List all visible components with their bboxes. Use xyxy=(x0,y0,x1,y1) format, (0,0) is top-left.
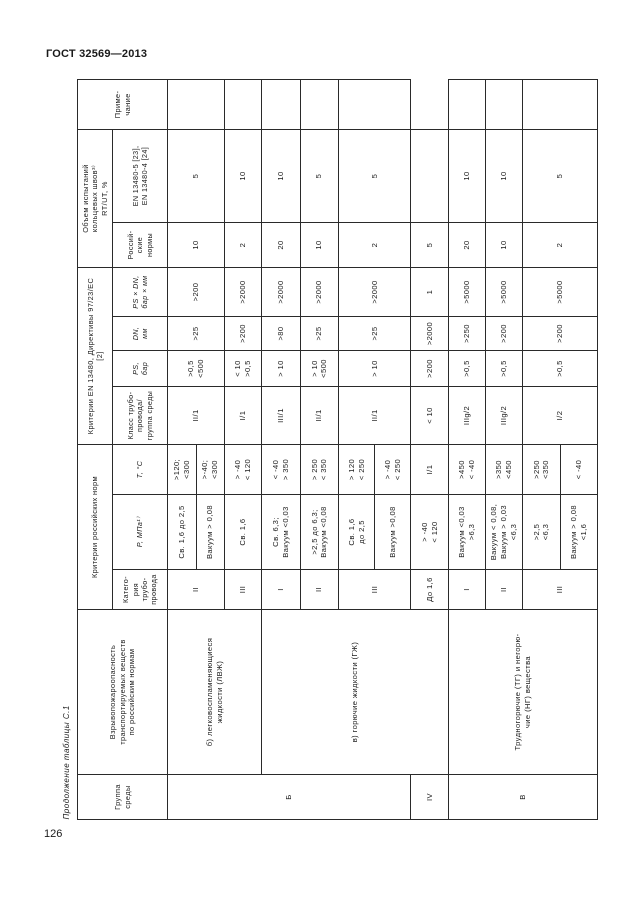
row-7-en: 5 xyxy=(411,223,448,268)
row-0-psdn: >200 xyxy=(168,268,225,317)
row-7-russian: 1 xyxy=(411,268,448,317)
rotated-table-container xyxy=(58,80,598,820)
row-10-class: I/2 xyxy=(523,387,598,445)
row-0-pressure: Св. 1,6 до 2,5 xyxy=(168,495,197,570)
row-10-en: 5 xyxy=(523,130,598,223)
row-10-dn: >200 xyxy=(523,317,598,351)
row-2-note xyxy=(225,79,262,129)
row-5-category: III xyxy=(339,570,411,610)
row-10-psdn: >5000 xyxy=(523,268,598,317)
row-4-note xyxy=(300,79,338,129)
row-6-temperature: > -40 < 250 xyxy=(375,445,411,495)
row-2-category: III xyxy=(225,570,262,610)
row-2-pressure: Св. 1,6 xyxy=(225,495,262,570)
header-category: Катего- рия трубо- провода xyxy=(113,570,168,610)
row-11-pressure: Вакуум > 0,08 <1,6 xyxy=(560,495,597,570)
row-6-pressure: Вакуум >0,08 xyxy=(375,495,411,570)
header-pressure: P, МПа¹⁾ xyxy=(113,495,168,570)
row-1-temperature: >-40; <300 xyxy=(196,445,225,495)
row-3-psdn: >2000 xyxy=(262,268,300,317)
header-class: Класс трубо- провода/ группа среды xyxy=(113,387,168,445)
header-en-criteria: Критерии EN 13480, Директивы 97/23/EC [2] xyxy=(78,268,113,445)
row-9-temperature: >350 <450 xyxy=(486,445,523,495)
row-5-psdn: >2000 xyxy=(339,268,411,317)
row-3-note xyxy=(262,79,300,129)
row-4-psdn: >2000 xyxy=(300,268,338,317)
header-temperature: T, °C xyxy=(113,445,168,495)
header-volume: Объем испытаний кольцевых швов³⁾ RT/UT, % xyxy=(78,130,113,268)
row-5-dn: >25 xyxy=(339,317,411,351)
row-7-ps: < 10 xyxy=(411,387,448,445)
row-7-category: IV xyxy=(411,775,448,820)
header-note: Приме- чание xyxy=(78,79,168,129)
row-5-note xyxy=(339,79,411,129)
row-2-russian: 2 xyxy=(225,223,262,268)
header-rus-criteria: Критерии российских норм xyxy=(78,445,113,610)
row-4-pressure: >2,5 до 6,3; Вакуум <0,08 xyxy=(300,495,338,570)
document-standard: ГОСТ 32569—2013 xyxy=(46,48,148,60)
row-3-russian: 20 xyxy=(262,223,300,268)
page-number: 126 xyxy=(44,828,63,840)
row-9-en: 10 xyxy=(486,130,523,223)
row-0-temperature: >120; <300 xyxy=(168,445,197,495)
header-russian-norms: Россий- ские нормы xyxy=(113,223,168,268)
row-3-category: I xyxy=(262,570,300,610)
row-0-class: II/1 xyxy=(168,387,225,445)
row-8-psdn: >5000 xyxy=(448,268,485,317)
row-8-category: I xyxy=(448,570,485,610)
row-7-class: I/1 xyxy=(411,445,448,495)
row-9-note xyxy=(486,79,523,129)
row-8-ps: >0,5 xyxy=(448,351,485,387)
row-0-ps: >0,5 <500 xyxy=(168,351,225,387)
row-10-russian: 2 xyxy=(523,223,598,268)
row-2-ps: < 10 >0,5 xyxy=(225,351,262,387)
header-dn: DN, мм xyxy=(113,317,168,351)
row-10-note xyxy=(523,79,598,129)
row-9-pressure: Вакуум < 0,08, Вакуум > 0,03 <6,3 xyxy=(486,495,523,570)
row-3-temperature: < -40 > 350 xyxy=(262,445,300,495)
criteria-table xyxy=(58,79,598,820)
row-8-pressure: Вакуум <0,03 >6,3 xyxy=(448,495,485,570)
row-2-temperature: > -40 < 120 xyxy=(225,445,262,495)
row-5-pressure: Св. 1,6 до 2,5 xyxy=(339,495,375,570)
group-cell-b: Б xyxy=(168,775,411,820)
row-7-psdn: >2000 xyxy=(411,317,448,351)
row-7-temperature: > -40 < 120 xyxy=(411,495,448,570)
row-8-en: 10 xyxy=(448,130,485,223)
row-2-dn: >200 xyxy=(225,317,262,351)
row-9-russian: 10 xyxy=(486,223,523,268)
row-9-dn: >200 xyxy=(486,317,523,351)
row-0-russian: 10 xyxy=(168,223,225,268)
row-4-russian: 10 xyxy=(300,223,338,268)
row-2-psdn: >2000 xyxy=(225,268,262,317)
row-0-note xyxy=(168,79,225,129)
row-9-psdn: >5000 xyxy=(486,268,523,317)
row-0-en: 5 xyxy=(168,130,225,223)
row-4-dn: >25 xyxy=(300,317,338,351)
header-en-norm: EN 13480-5 [23], EN 13480-4 [24] xyxy=(113,130,168,223)
row-4-ps: > 10 <500 xyxy=(300,351,338,387)
row-9-ps: >0,5 xyxy=(486,351,523,387)
row-9-category: II xyxy=(486,570,523,610)
row-5-ps: > 10 xyxy=(339,351,411,387)
row-0-category: II xyxy=(168,570,225,610)
hazard-cell-gzh: в) горючие жидкости (ГЖ) xyxy=(262,610,448,775)
row-7-pressure: До 1,6 xyxy=(411,570,448,610)
group-cell-v: В xyxy=(448,775,597,820)
row-0-dn: >25 xyxy=(168,317,225,351)
header-psdn: PS × DN, бар × мм xyxy=(113,268,168,317)
row-5-en: 5 xyxy=(339,130,411,223)
hazard-cell-tg-ng: Трудногорючие (ТГ) и негорю- чие (НГ) вещества xyxy=(448,610,597,775)
row-4-temperature: > 250 < 350 xyxy=(300,445,338,495)
row-9-class: IIIg/2 xyxy=(486,387,523,445)
header-ps: PS, бар xyxy=(113,351,168,387)
row-10-pressure: >2,5 <6,3 xyxy=(523,495,560,570)
row-10-temperature: >250 <350 xyxy=(523,445,560,495)
row-7-dn: >200 xyxy=(411,351,448,387)
header-hazard: Взрывопожароопасность транспортируемых веществ по российским нормам xyxy=(78,610,168,775)
table-caption: Продолжение таблицы С.1 xyxy=(62,705,72,820)
row-2-en: 10 xyxy=(225,130,262,223)
row-8-dn: >250 xyxy=(448,317,485,351)
row-7-note xyxy=(411,130,448,223)
row-11-temperature: < -40 xyxy=(560,445,597,495)
row-3-ps: > 10 xyxy=(262,351,300,387)
row-5-class: II/1 xyxy=(339,387,411,445)
row-4-category: II xyxy=(300,570,338,610)
row-5-temperature: > 120 < 250 xyxy=(339,445,375,495)
row-8-note xyxy=(448,79,485,129)
row-3-class: III/1 xyxy=(262,387,300,445)
row-1-pressure: Вакуум > 0,08 xyxy=(196,495,225,570)
row-8-class: IIIg/2 xyxy=(448,387,485,445)
header-group: Группа среды xyxy=(78,775,168,820)
row-3-dn: >80 xyxy=(262,317,300,351)
row-8-russian: 20 xyxy=(448,223,485,268)
row-10-ps: >0,5 xyxy=(523,351,598,387)
row-3-en: 10 xyxy=(262,130,300,223)
row-5-russian: 2 xyxy=(339,223,411,268)
row-4-en: 5 xyxy=(300,130,338,223)
row-3-pressure: Св. 6,3; Вакуум <0,03 xyxy=(262,495,300,570)
row-2-class: I/1 xyxy=(225,387,262,445)
row-10-category: III xyxy=(523,570,598,610)
row-8-temperature: >450 < -40 xyxy=(448,445,485,495)
hazard-cell-lvzh: б) легковоспламеняющиеся жидкости (ЛВЖ) xyxy=(168,610,262,775)
row-4-class: II/1 xyxy=(300,387,338,445)
